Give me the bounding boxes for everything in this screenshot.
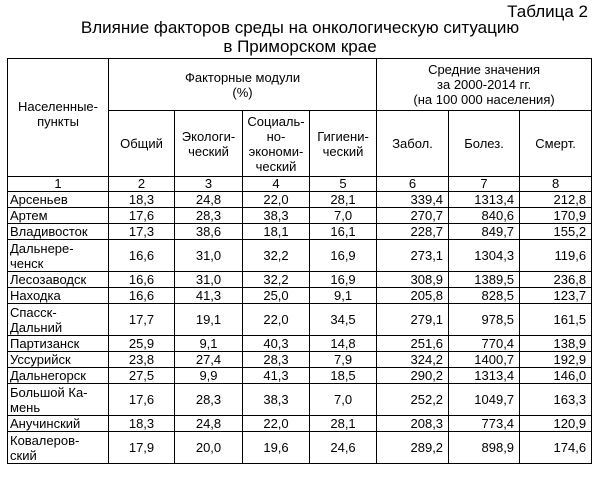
cell-col-2: 17,7 bbox=[109, 304, 175, 336]
cell-col-8: 212,8 bbox=[520, 192, 592, 208]
header-morbidity: Забол. bbox=[377, 111, 449, 177]
cell-col-4: 19,6 bbox=[243, 432, 310, 464]
header-socioeconomic: Социаль- но- экономи- ческий bbox=[243, 111, 310, 177]
cell-col-7: 1400,7 bbox=[449, 352, 520, 368]
cell-col-6: 252,2 bbox=[377, 384, 449, 416]
cell-col-8: 192,9 bbox=[520, 352, 592, 368]
column-number: 2 bbox=[109, 177, 175, 192]
table-row bbox=[8, 336, 592, 352]
cell-col-3: 31,0 bbox=[175, 240, 243, 272]
cell-col-4: 22,0 bbox=[243, 192, 310, 208]
cell-col-6: 208,3 bbox=[377, 416, 449, 432]
cell-col-5: 28,1 bbox=[310, 416, 377, 432]
cell-col-8: 170,9 bbox=[520, 208, 592, 224]
column-number: 8 bbox=[520, 177, 592, 192]
cell-col-6: 308,9 bbox=[377, 272, 449, 288]
cell-col-7: 1304,3 bbox=[449, 240, 520, 272]
table-label: Таблица 2 bbox=[507, 2, 588, 21]
table-row bbox=[8, 224, 592, 240]
cell-col-7: 840,6 bbox=[449, 208, 520, 224]
cell-col-8: 236,8 bbox=[520, 272, 592, 288]
cell-col-6: 289,2 bbox=[377, 432, 449, 464]
cell-col-2: 16,6 bbox=[109, 240, 175, 272]
header-averages: Средние значения за 2000-2014 гг. (на 100 000 населения) bbox=[377, 59, 592, 111]
table-row bbox=[8, 368, 592, 384]
cell-col-5: 14,8 bbox=[310, 336, 377, 352]
table-row bbox=[8, 352, 592, 368]
cell-col-7: 770,4 bbox=[449, 336, 520, 352]
cell-col-6: 251,6 bbox=[377, 336, 449, 352]
cell-col-7: 773,4 bbox=[449, 416, 520, 432]
settlement-name: Лесозаводск bbox=[8, 272, 109, 288]
cell-col-5: 34,5 bbox=[310, 304, 377, 336]
cell-col-2: 16,6 bbox=[109, 288, 175, 304]
settlement-name: Дальнегорск bbox=[8, 368, 109, 384]
header-mortality: Смерт. bbox=[520, 111, 592, 177]
cell-col-8: 155,2 bbox=[520, 224, 592, 240]
table-row bbox=[8, 288, 592, 304]
cell-col-4: 18,1 bbox=[243, 224, 310, 240]
table-row bbox=[8, 240, 592, 272]
cell-col-2: 17,6 bbox=[109, 208, 175, 224]
cell-col-3: 27,4 bbox=[175, 352, 243, 368]
cell-col-7: 1389,5 bbox=[449, 272, 520, 288]
title-line-1: Влияние факторов среды на онкологическую ситуацию bbox=[80, 18, 520, 37]
cell-col-3: 20,0 bbox=[175, 432, 243, 464]
table-row bbox=[8, 416, 592, 432]
cell-col-5: 28,1 bbox=[310, 192, 377, 208]
settlement-name: Владивосток bbox=[8, 224, 109, 240]
cell-col-3: 24,8 bbox=[175, 416, 243, 432]
cell-col-6: 228,7 bbox=[377, 224, 449, 240]
cell-col-7: 849,7 bbox=[449, 224, 520, 240]
cell-col-6: 273,1 bbox=[377, 240, 449, 272]
column-number-row bbox=[8, 177, 592, 192]
header-factor-modules: Факторные модули (%) bbox=[109, 59, 377, 111]
cell-col-2: 17,3 bbox=[109, 224, 175, 240]
header-hygienic: Гигиени- ческий bbox=[310, 111, 377, 177]
cell-col-7: 1313,4 bbox=[449, 192, 520, 208]
table-row bbox=[8, 432, 592, 464]
settlement-name: Большой Ка- мень bbox=[8, 384, 109, 416]
cell-col-8: 174,6 bbox=[520, 432, 592, 464]
cell-col-5: 16,1 bbox=[310, 224, 377, 240]
table-row bbox=[8, 208, 592, 224]
cell-col-7: 1313,4 bbox=[449, 368, 520, 384]
settlement-name: Партизанск bbox=[8, 336, 109, 352]
cell-col-4: 28,3 bbox=[243, 352, 310, 368]
cell-col-5: 9,1 bbox=[310, 288, 377, 304]
settlement-name: Находка bbox=[8, 288, 109, 304]
cell-col-7: 1049,7 bbox=[449, 384, 520, 416]
cell-col-4: 38,3 bbox=[243, 208, 310, 224]
cell-col-7: 978,5 bbox=[449, 304, 520, 336]
cell-col-6: 279,1 bbox=[377, 304, 449, 336]
cell-col-2: 17,9 bbox=[109, 432, 175, 464]
cell-col-8: 161,5 bbox=[520, 304, 592, 336]
cell-col-2: 23,8 bbox=[109, 352, 175, 368]
header-ecological: Экологи- ческий bbox=[175, 111, 243, 177]
cell-col-2: 17,6 bbox=[109, 384, 175, 416]
column-number: 6 bbox=[377, 177, 449, 192]
cell-col-4: 32,2 bbox=[243, 272, 310, 288]
settlement-name: Спасск- Дальний bbox=[8, 304, 109, 336]
data-table bbox=[7, 58, 592, 464]
settlement-name: Артем bbox=[8, 208, 109, 224]
cell-col-7: 898,9 bbox=[449, 432, 520, 464]
cell-col-5: 16,9 bbox=[310, 240, 377, 272]
cell-col-4: 22,0 bbox=[243, 304, 310, 336]
table-row bbox=[8, 272, 592, 288]
cell-col-8: 123,7 bbox=[520, 288, 592, 304]
column-number: 7 bbox=[449, 177, 520, 192]
cell-col-8: 163,3 bbox=[520, 384, 592, 416]
cell-col-5: 7,0 bbox=[310, 384, 377, 416]
cell-col-2: 18,3 bbox=[109, 192, 175, 208]
cell-col-2: 16,6 bbox=[109, 272, 175, 288]
settlement-name: Ковалеров- ский bbox=[8, 432, 109, 464]
cell-col-8: 120,9 bbox=[520, 416, 592, 432]
header-settlements: Населенные- пункты bbox=[8, 59, 109, 177]
cell-col-5: 18,5 bbox=[310, 368, 377, 384]
cell-col-2: 18,3 bbox=[109, 416, 175, 432]
table-body bbox=[8, 192, 592, 464]
cell-col-3: 19,1 bbox=[175, 304, 243, 336]
column-number: 4 bbox=[243, 177, 310, 192]
settlement-name: Дальнере- ченск bbox=[8, 240, 109, 272]
column-number: 5 bbox=[310, 177, 377, 192]
cell-col-3: 41,3 bbox=[175, 288, 243, 304]
settlement-name: Анучинский bbox=[8, 416, 109, 432]
cell-col-6: 290,2 bbox=[377, 368, 449, 384]
cell-col-7: 828,5 bbox=[449, 288, 520, 304]
cell-col-8: 138,9 bbox=[520, 336, 592, 352]
cell-col-8: 146,0 bbox=[520, 368, 592, 384]
cell-col-5: 16,9 bbox=[310, 272, 377, 288]
column-number: 1 bbox=[8, 177, 109, 192]
cell-col-3: 28,3 bbox=[175, 208, 243, 224]
column-number: 3 bbox=[175, 177, 243, 192]
settlement-name: Арсеньев bbox=[8, 192, 109, 208]
cell-col-6: 270,7 bbox=[377, 208, 449, 224]
cell-col-5: 7,0 bbox=[310, 208, 377, 224]
table-title bbox=[0, 18, 600, 56]
cell-col-3: 9,9 bbox=[175, 368, 243, 384]
cell-col-3: 28,3 bbox=[175, 384, 243, 416]
title-line-2: в Приморском крае bbox=[223, 37, 377, 56]
cell-col-6: 339,4 bbox=[377, 192, 449, 208]
cell-col-4: 32,2 bbox=[243, 240, 310, 272]
cell-col-3: 38,6 bbox=[175, 224, 243, 240]
cell-col-4: 38,3 bbox=[243, 384, 310, 416]
cell-col-5: 24,6 bbox=[310, 432, 377, 464]
cell-col-2: 25,9 bbox=[109, 336, 175, 352]
header-general: Общий bbox=[109, 111, 175, 177]
header-prevalence: Болез. bbox=[449, 111, 520, 177]
cell-col-6: 324,2 bbox=[377, 352, 449, 368]
cell-col-2: 27,5 bbox=[109, 368, 175, 384]
table-row bbox=[8, 384, 592, 416]
cell-col-5: 7,9 bbox=[310, 352, 377, 368]
cell-col-8: 119,6 bbox=[520, 240, 592, 272]
cell-col-3: 31,0 bbox=[175, 272, 243, 288]
table-row bbox=[8, 304, 592, 336]
cell-col-6: 205,8 bbox=[377, 288, 449, 304]
cell-col-4: 40,3 bbox=[243, 336, 310, 352]
settlement-name: Уссурийск bbox=[8, 352, 109, 368]
cell-col-4: 22,0 bbox=[243, 416, 310, 432]
cell-col-3: 9,1 bbox=[175, 336, 243, 352]
cell-col-4: 25,0 bbox=[243, 288, 310, 304]
cell-col-4: 41,3 bbox=[243, 368, 310, 384]
cell-col-3: 24,8 bbox=[175, 192, 243, 208]
table-row bbox=[8, 192, 592, 208]
